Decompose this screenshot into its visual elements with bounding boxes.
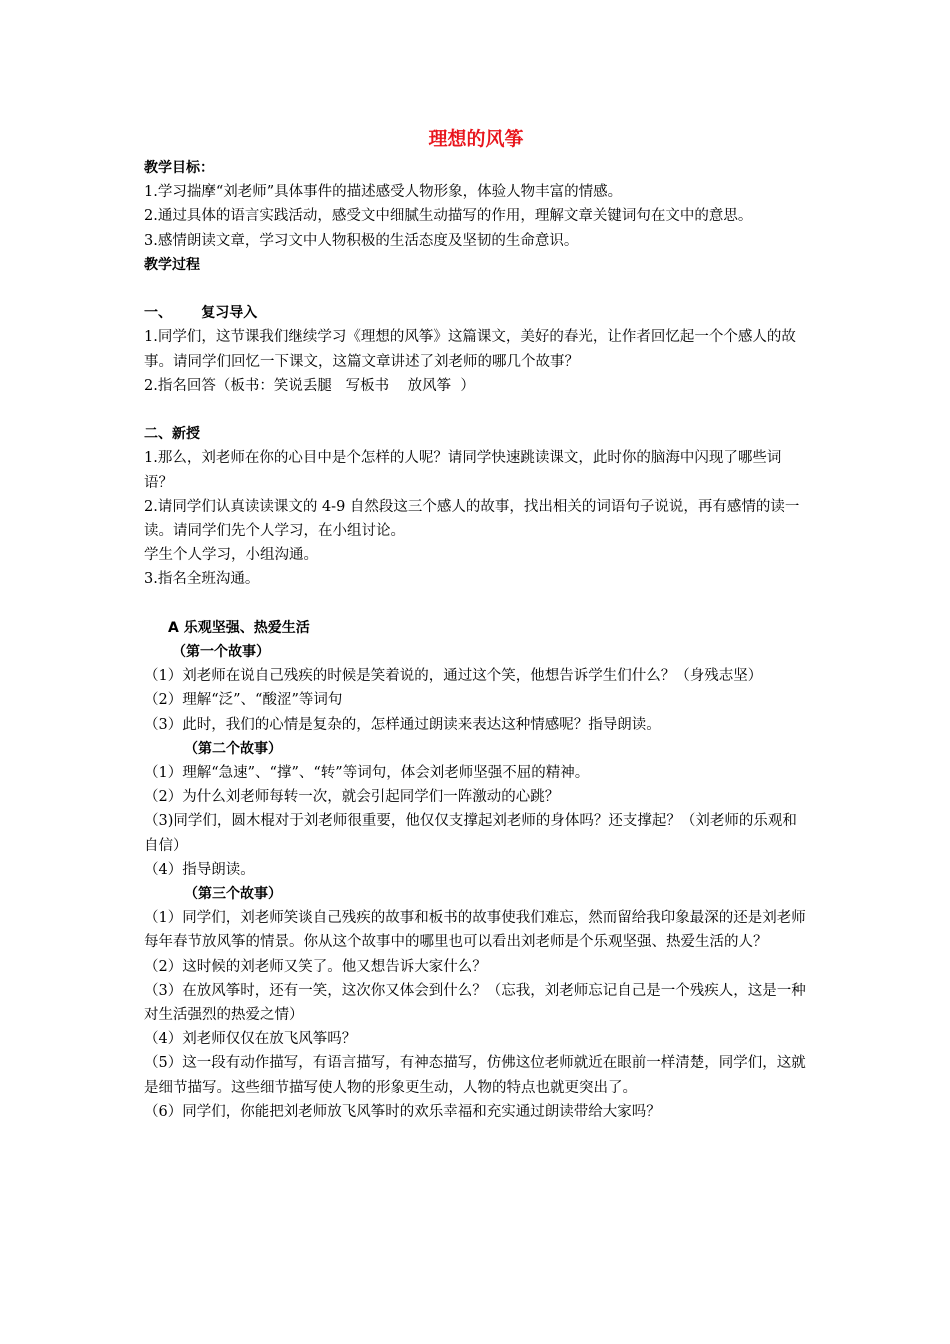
story2-heading: （第二个故事） bbox=[184, 740, 282, 757]
spacer bbox=[144, 398, 808, 422]
process-heading: 教学过程 bbox=[144, 256, 200, 273]
section1-heading: 一、 复习导入 bbox=[144, 305, 258, 322]
story1-item: （3）此时，我们的心情是复杂的，怎样通过朗读来表达这种情感呢？指导朗读。 bbox=[144, 716, 661, 733]
story3-heading: （第三个故事） bbox=[184, 886, 282, 903]
story3-item: （5）这一段有动作描写，有语言描写，有神态描写，仿佛这位老师就近在眼前一样清楚，同学们，这就是细节描写。这些细节描写使人物的形象更生动，人物的特点也就更突出了。 bbox=[144, 1055, 806, 1096]
goal-item: 2.通过具体的语言实践活动，感受文中细腻生动描写的作用，理解文章关键词句在文中的意思。 bbox=[144, 208, 753, 225]
section2-item: 2.请同学们认真读读课文的 4-9 自然段这三个感人的故事，找出相关的词语句子说说，再有感情的读一读。请同学们先个人学习，在小组讨论。 bbox=[144, 498, 800, 540]
section2-item: 学生个人学习，小组沟通。 bbox=[144, 547, 318, 564]
story2-item: （3)同学们，圆木棍对于刘老师很重要，他仅仅支撑起刘老师的身体吗？还支撑起？（刘老师的乐观和自信） bbox=[144, 813, 797, 854]
story3-item: （6）同学们，你能把刘老师放飞风筝时的欢乐幸福和充实通过朗读带给大家吗？ bbox=[144, 1103, 661, 1120]
story2-item: （2）为什么刘老师每转一次，就会引起同学们一阵激动的心跳？ bbox=[144, 789, 560, 806]
section2-item: 3.指名全班沟通。 bbox=[144, 571, 260, 588]
story3-item: （3）在放风筝时，还有一笑，这次你又体会到什么？（忘我，刘老师忘记自己是一个残疾人，这是一种对生活强烈的热爱之情） bbox=[144, 982, 806, 1024]
document-page bbox=[144, 122, 808, 1124]
story1-item: （1）刘老师在说自己残疾的时候是笑着说的，通过这个笑，他想告诉学生们什么？（身残志坚） bbox=[144, 668, 763, 685]
story1-heading: （第一个故事） bbox=[172, 644, 270, 661]
part-a-heading: A 乐观坚强、热爱生活 bbox=[168, 619, 310, 636]
section1-item: 1.同学们，这节课我们继续学习《理想的风筝》这篇课文，美好的春光，让作者回忆起一个个感人的故事。请同学们回忆一下课文，这篇文章讲述了刘老师的哪几个故事？ bbox=[144, 329, 796, 370]
story3-item: （1）同学们，刘老师笑谈自己残疾的故事和板书的故事使我们难忘，然而留给我印象最深的还是刘老师每年春节放风筝的情景。你从这个故事中的哪里也可以看出刘老师是个乐观坚强、热爱生活的人？ bbox=[144, 910, 806, 951]
story3-item: （2）这时候的刘老师又笑了。他又想告诉大家什么？ bbox=[144, 958, 487, 975]
goals-heading: 教学目标： bbox=[144, 160, 214, 176]
goal-item: 1.学习揣摩“刘老师”具体事件的描述感受人物形象，体验人物丰富的情感。 bbox=[144, 184, 623, 201]
spacer bbox=[144, 277, 808, 301]
spacer bbox=[144, 592, 808, 616]
section1-item: 2.指名回答（板书：笑说丢腿 写板书 放风筝 ） bbox=[144, 377, 475, 394]
goal-item: 3.感情朗读文章，学习文中人物积极的生活态度及坚韧的生命意识。 bbox=[144, 232, 579, 249]
story2-item: （4）指导朗读。 bbox=[144, 861, 255, 878]
document-title: 理想的风筝 bbox=[428, 128, 524, 150]
story1-item: （2）理解“泛”、“酸涩”等词句 bbox=[144, 692, 343, 709]
section2-heading: 二、新授 bbox=[144, 426, 200, 443]
story3-item: （4）刘老师仅仅在放飞风筝吗？ bbox=[144, 1031, 357, 1048]
section2-item: 1.那么，刘老师在你的心目中是个怎样的人呢？请同学快速跳读课文，此时你的脑海中闪现了哪些词语？ bbox=[144, 450, 782, 491]
story2-item: （1）理解“急速”、“撑”、“转”等词句，体会刘老师坚强不屈的精神。 bbox=[144, 765, 590, 782]
